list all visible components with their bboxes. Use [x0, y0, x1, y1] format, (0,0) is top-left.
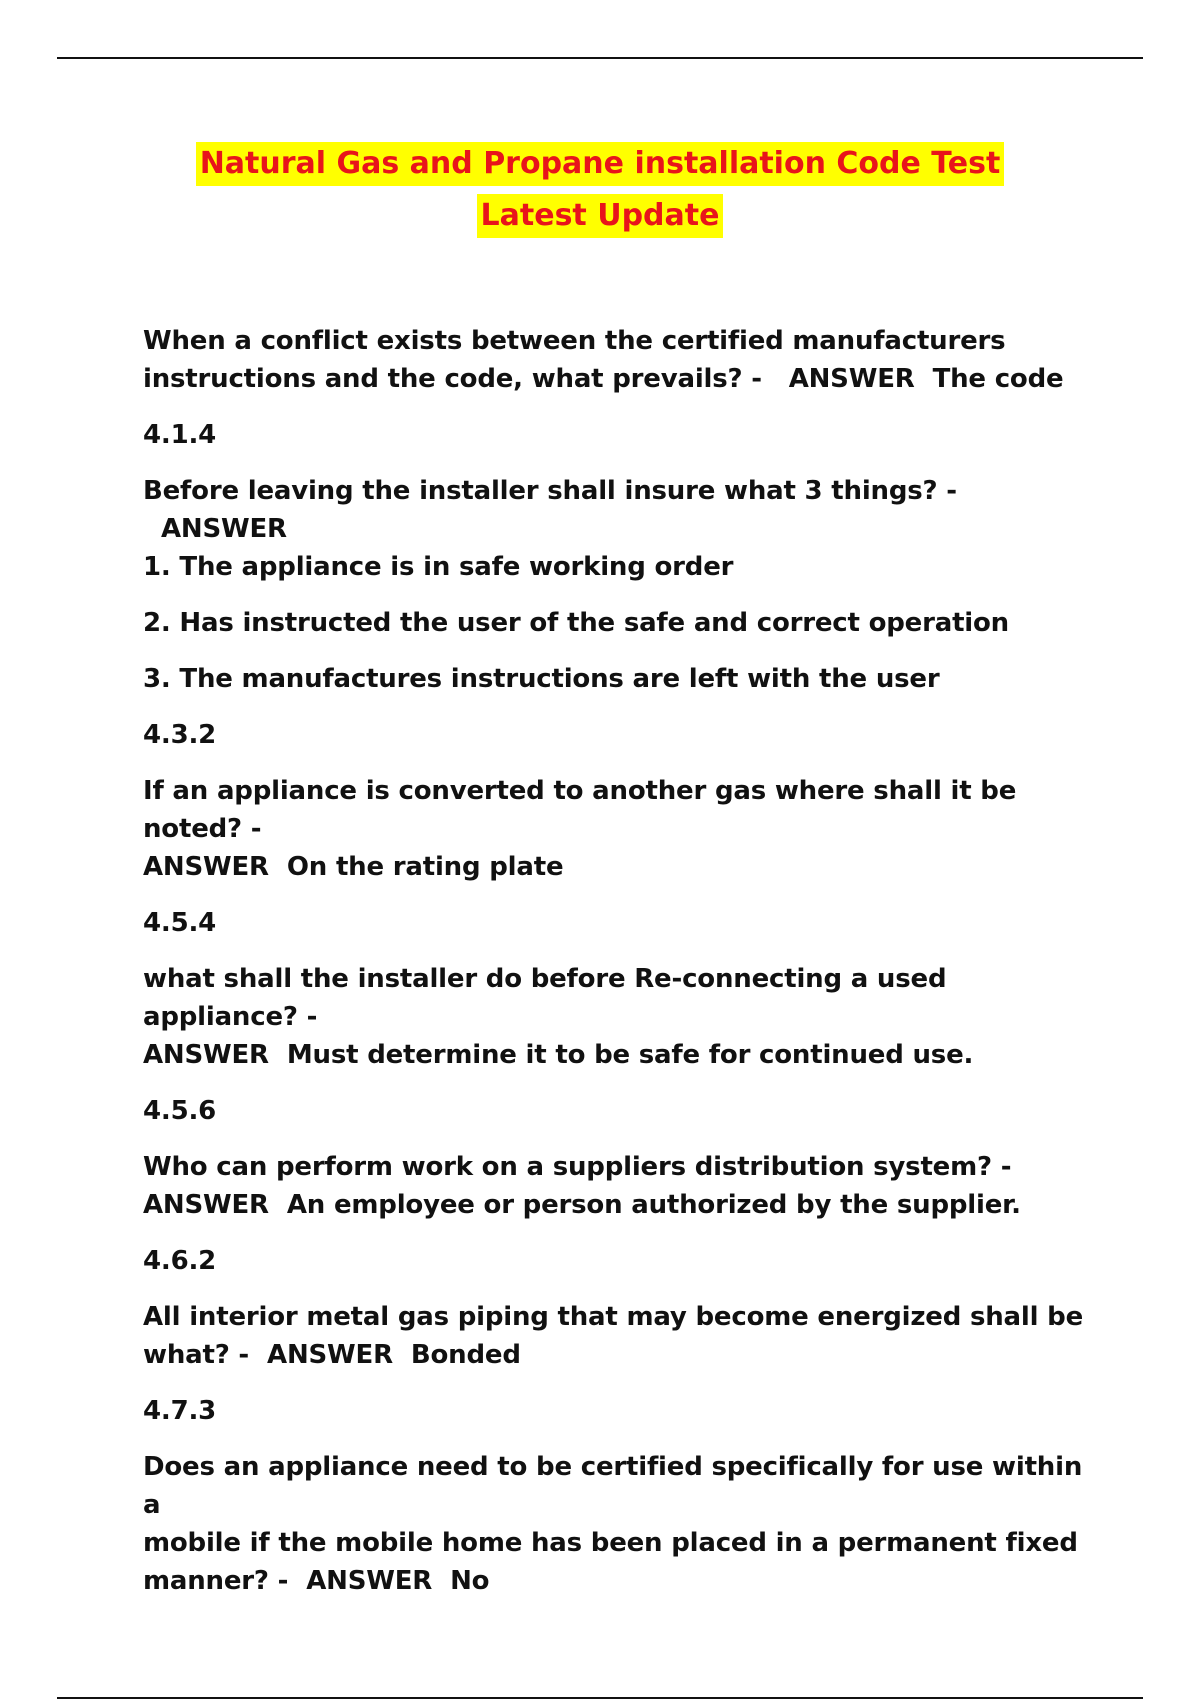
title-line-2: Latest Update — [477, 194, 724, 238]
answer-text: Bonded — [410, 1340, 521, 1370]
answer-label: ANSWER — [143, 1190, 269, 1220]
top-rule — [57, 57, 1143, 59]
answer-label: ANSWER — [788, 364, 915, 394]
code-reference: 4.6.2 — [143, 1246, 217, 1276]
qa-entry — [143, 1148, 1103, 1224]
answer-label: ANSWER — [143, 852, 269, 882]
qa-entry — [143, 1448, 1103, 1600]
qa-entry — [143, 772, 1103, 886]
code-reference: 4.3.2 — [143, 720, 217, 750]
answer-item: 2. Has instructed the user of the safe and correct operation — [143, 608, 1009, 638]
question-text: what? - — [143, 1340, 250, 1370]
code-reference: 4.5.6 — [143, 1096, 217, 1126]
answer-text: An employee or person authorized by the supplier. — [286, 1190, 1021, 1220]
code-reference: 4.7.3 — [143, 1396, 217, 1426]
qa-entry — [143, 322, 1103, 398]
answer-label: ANSWER — [143, 1040, 269, 1070]
question-text: Before leaving the installer shall insure what 3 things? - — [143, 476, 957, 506]
qa-entry — [143, 1298, 1103, 1374]
question-text: what shall the installer do before Re-connecting a used appliance? - — [143, 964, 947, 1032]
question-text: manner? - — [143, 1566, 289, 1596]
answer-text: Must determine it to be safe for continued use. — [286, 1040, 974, 1070]
answer-item: 3. The manufactures instructions are left with the user — [143, 664, 940, 694]
answer-item: 1. The appliance is in safe working order — [143, 552, 734, 582]
question-text: Who can perform work on a suppliers distribution system? - — [143, 1152, 1012, 1182]
answer-label: ANSWER — [161, 514, 287, 544]
question-text: When a conflict exists between the certified manufacturers instructions and the code, what prevails? - — [143, 326, 1006, 394]
answer-text: On the rating plate — [286, 852, 564, 882]
code-reference: 4.1.4 — [143, 420, 217, 450]
qa-entry — [143, 960, 1103, 1074]
qa-content — [143, 322, 1103, 1618]
question-text: All interior metal gas piping that may become energized shall be — [143, 1302, 1084, 1332]
answer-text: The code — [932, 364, 1064, 394]
qa-entry — [143, 472, 1103, 586]
document-title — [0, 142, 1200, 238]
question-text: mobile if the mobile home has been placed in a permanent fixed — [143, 1528, 1078, 1558]
code-reference: 4.5.4 — [143, 908, 217, 938]
answer-text: No — [450, 1566, 490, 1596]
question-text: Does an appliance need to be certified specifically for use within a — [143, 1452, 1083, 1520]
question-text: If an appliance is converted to another gas where shall it be noted? - — [143, 776, 1017, 844]
answer-label: ANSWER — [267, 1340, 393, 1370]
title-line-1: Natural Gas and Propane installation Code Test — [196, 142, 1005, 186]
answer-label: ANSWER — [306, 1566, 433, 1596]
bottom-rule — [57, 1697, 1143, 1699]
